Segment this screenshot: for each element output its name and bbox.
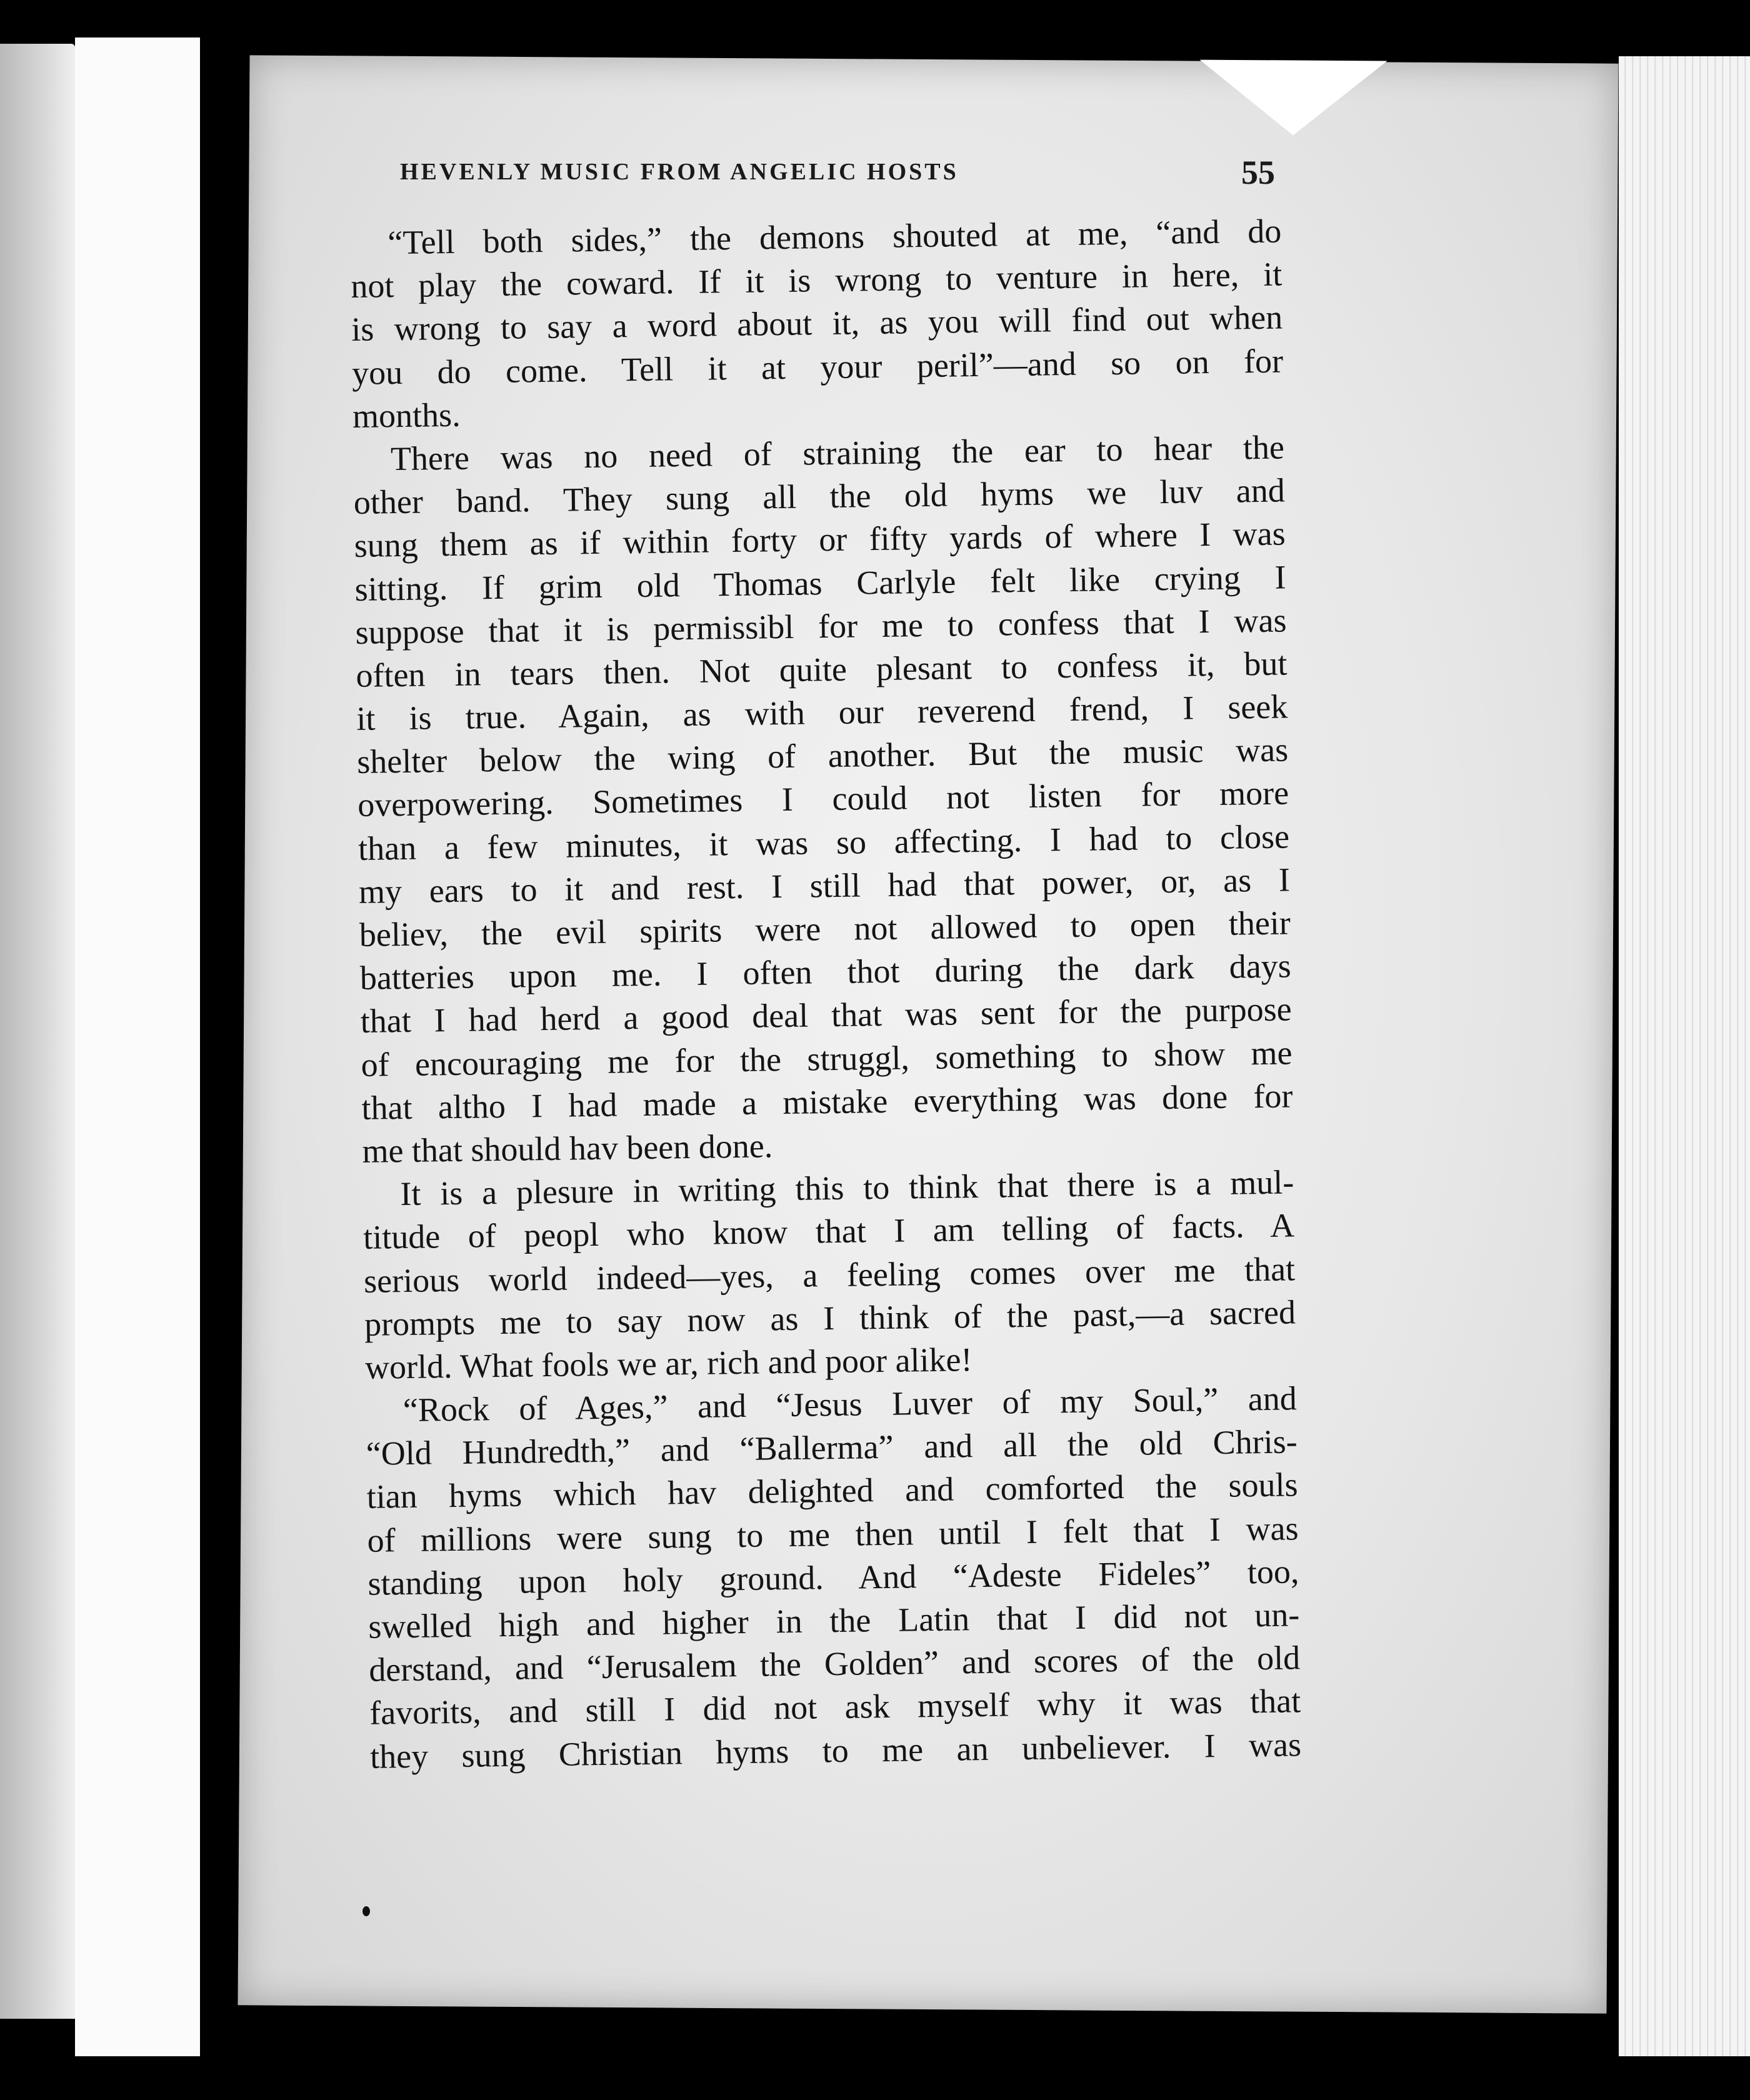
text-line: of millions were sung to me then until I felt that I was — [367, 1509, 1299, 1559]
page-header — [400, 153, 1275, 191]
text-line: months. — [352, 396, 461, 435]
text-line: of encouraging me for the struggl, something to show me — [361, 1033, 1292, 1084]
page-stack-edges — [1619, 56, 1750, 2056]
text-line: other band. They sung all the old hyms we luv and — [353, 471, 1286, 522]
text-line: than a few minutes, it was so affecting. I had to close — [358, 818, 1290, 868]
text-line: they sung Christian hyms to me an unbeliever. I was — [369, 1725, 1302, 1776]
text-line: swelled high and higher in the Latin that I did not un- — [368, 1596, 1300, 1646]
text-line: you do come. Tell it at your peril”—and so on for — [351, 342, 1284, 392]
text-line: shelter below the wing of another. But the music was — [356, 731, 1289, 781]
text-line: “Tell both sides,” the demons shouted at me, “and do — [388, 212, 1282, 262]
text-line: titude of peopl who know that I am telling of facts. A — [362, 1206, 1295, 1257]
facing-page-edge — [0, 44, 75, 2019]
text-line: that I had herd a good deal that was sent for the purpose — [360, 990, 1292, 1041]
text-line: standing upon holy ground. And “Adeste Fideles” too, — [368, 1552, 1299, 1602]
text-line: not play the coward. If it is wrong to venture in here, it — [350, 255, 1282, 306]
text-line: There was no need of straining the ear to hear the — [390, 428, 1285, 478]
text-line: prompts me to say now as I think of the past,—a sacred — [364, 1293, 1296, 1343]
book-gutter — [75, 38, 200, 2056]
text-line: me that should hav been done. — [362, 1127, 773, 1170]
text-line: serious world indeed—yes, a feeling comes over me that — [363, 1249, 1296, 1300]
text-line: sung them as if within forty or fifty yards of where I was — [354, 514, 1286, 565]
text-line: derstand, and “Jerusalem the Golden” and scores of the old — [368, 1639, 1301, 1689]
text-line: it is true. Again, as with our reverend frend, I seek — [356, 688, 1288, 738]
text-line: often in tears then. Not quite plesant to confess it, but — [356, 644, 1288, 694]
text-line: sitting. If grim old Thomas Carlyle felt like crying I — [354, 558, 1286, 608]
text-line: my ears to it and rest. I still had that power, or, as I — [358, 861, 1291, 911]
body-text — [350, 209, 1301, 1778]
text-line: favorits, and still I did not ask myself why it was that — [369, 1682, 1301, 1732]
text-line: believ, the evil spirits were not allowed to open their — [359, 904, 1291, 954]
text-line: is wrong to say a word about it, as you will find out when — [351, 298, 1283, 349]
text-line: “Rock of Ages,” and “Jesus Luver of my Soul,” and — [402, 1379, 1298, 1429]
text-line: that altho I had made a mistake everything was done for — [361, 1077, 1293, 1127]
torn-corner — [1199, 60, 1388, 136]
text-line: world. What fools we ar, rich and poor alike! — [364, 1341, 972, 1386]
text-line: “Old Hundredth,” and “Ballerma” and all the old Chris- — [366, 1422, 1298, 1473]
text-line: It is a plesure in writing this to think that there is a mul- — [399, 1163, 1294, 1213]
text-line: overpowering. Sometimes I could not listen for more — [357, 774, 1289, 824]
text-line: suppose that it is permissibl for me to confess that I was — [355, 601, 1287, 651]
text-line: tian hyms which hav delighted and comforted the souls — [366, 1466, 1298, 1516]
text-line: batteries upon me. I often thot during the dark days — [359, 947, 1292, 998]
ink-speck — [362, 1906, 370, 1916]
running-title: HEVENLY MUSIC FROM ANGELIC HOSTS — [400, 159, 959, 185]
page-number: 55 — [1241, 154, 1275, 191]
